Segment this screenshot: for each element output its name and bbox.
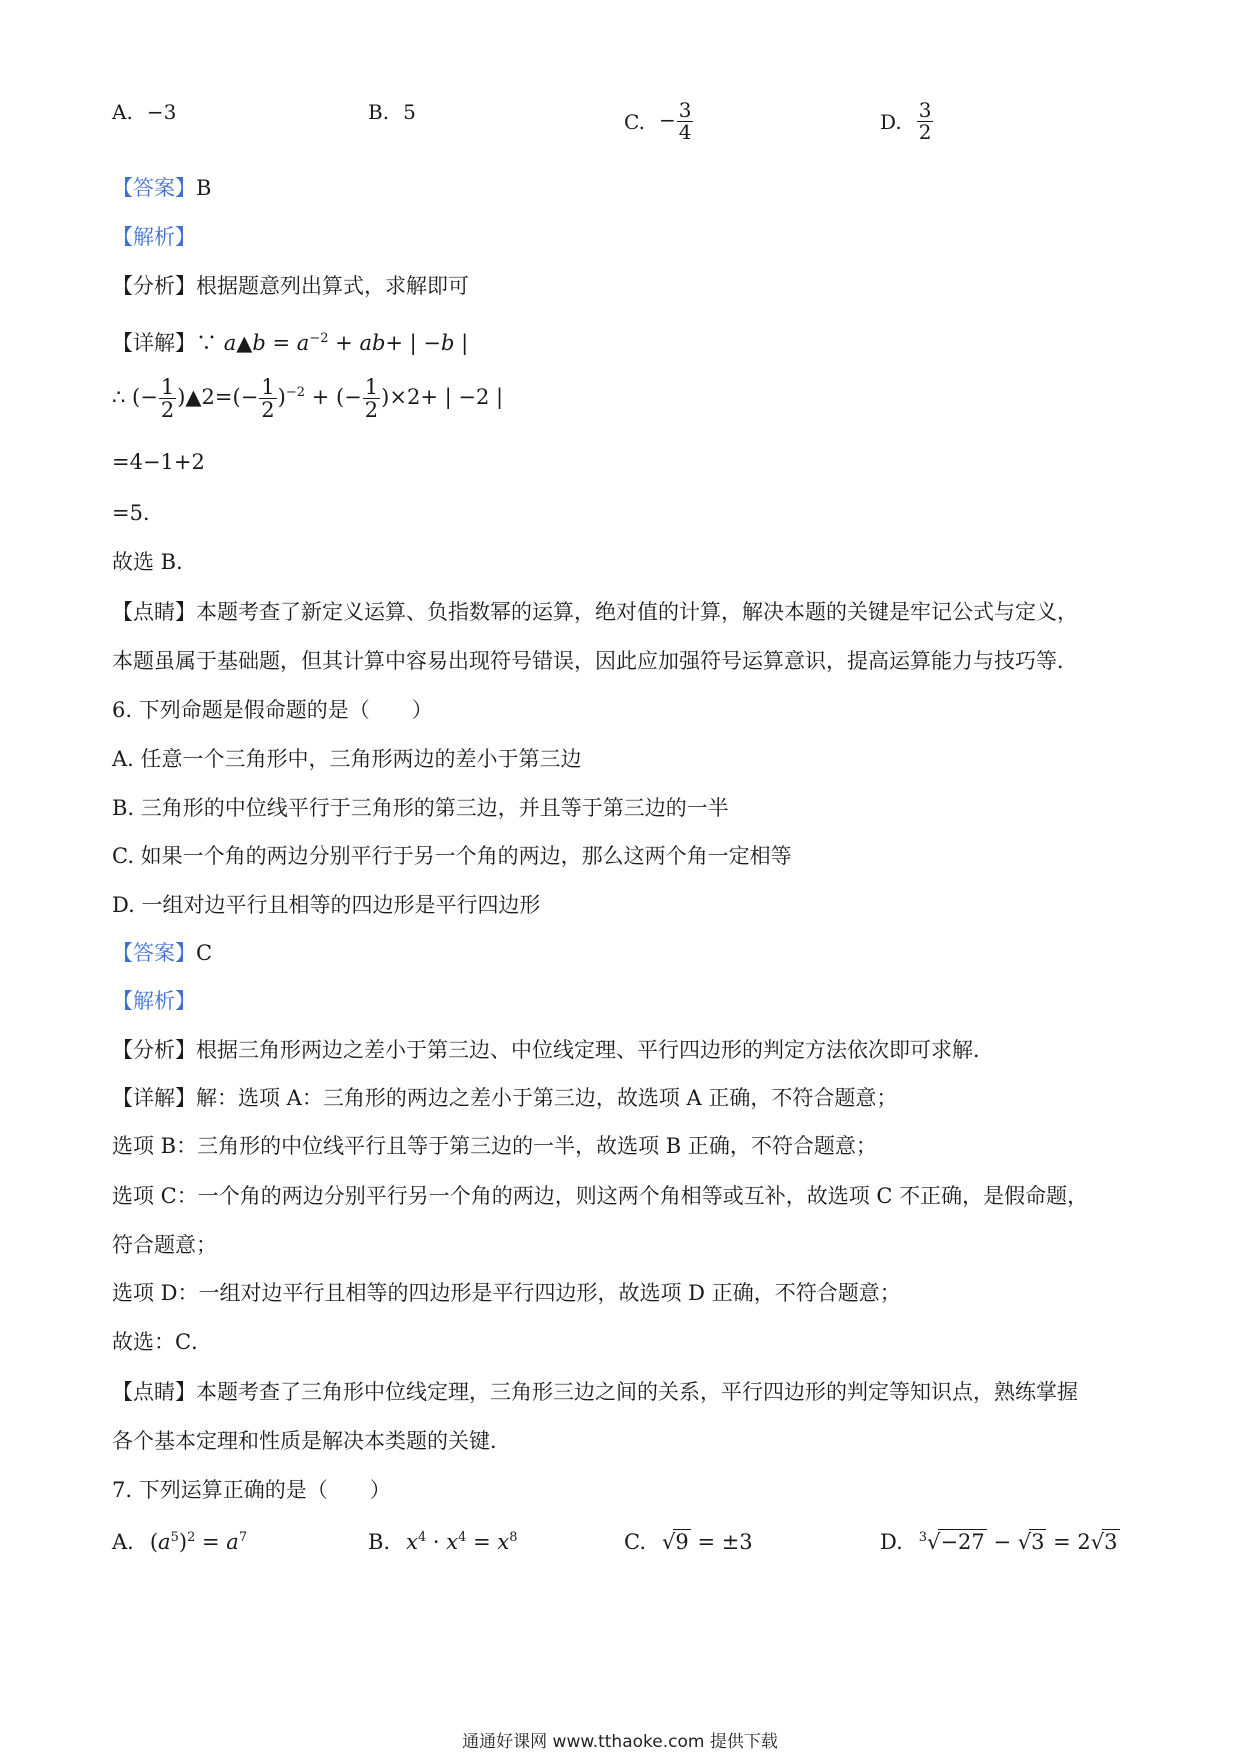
q6-fenxi-line [112,1034,994,1064]
answer-tag: 【答案】 [112,176,196,200]
q5-calc-line-1 [112,376,503,421]
q5-dianjing-1 [112,596,1078,626]
q5-fenxi-line [112,270,469,300]
fenxi-text: 根据三角形两边之差小于第三边、中位线定理、平行四边形的判定方法依次即可求解． [196,1038,994,1062]
q6-detail-b: 选项 B：三角形的中位线平行且等于第三边的一半，故选项 B 正确，不符合题意； [112,1134,877,1158]
q5-option-d [880,100,934,143]
numerator: 3 [918,98,932,122]
option-letter: B. [368,100,390,124]
q6-xiangjie-line [112,1082,897,1112]
option-letter: A. [112,1530,134,1554]
answer-value: C [196,941,213,965]
q5-jiexi-tag: 【解析】 [112,225,196,249]
option-letter: D. [880,1530,903,1554]
q5-xiangjie-line [112,327,468,357]
option-letter: C. [624,109,645,134]
q5-option-a [112,100,176,124]
q5-option-b [368,100,416,124]
q5-conclusion: 故选 B． [112,550,198,574]
q6-option-b: B. 三角形的中位线平行于三角形的第三边，并且等于第三边的一半 [112,796,729,820]
xiangjie-tag: 【详解】 [112,331,196,355]
option-value: −3 [146,100,177,124]
xiangjie-text: 解：选项 A：三角形的两边之差小于第三边，故选项 A 正确，不符合题意； [196,1086,898,1110]
q5-calc-line-2: =4−1+2 [112,450,205,474]
dianjing-text: 本题考查了新定义运算、负指数幂的运算，绝对值的计算，解决本题的关键是牢记公式与定义， [196,600,1078,624]
q6-detail-d: 选项 D：一组对边平行且相等的四边形是平行四边形，故选项 D 正确，不符合题意； [112,1281,901,1305]
dianjing-tag: 【点睛】 [112,1380,196,1404]
answer-tag: 【答案】 [112,941,196,965]
numerator: 3 [678,98,692,122]
q5-option-c [624,100,694,143]
footer-source: 通通好课网 www.tthaoke.com 提供下载 [462,1732,778,1752]
option-value [659,100,695,143]
q6-option-c: C. 如果一个角的两边分别平行于另一个角的两边，那么这两个角一定相等 [112,844,792,868]
definition-formula: ∵ a▲b = $a^{-2} + ab+$ | −b | [196,331,469,355]
q5-answer-line [112,172,211,202]
calc-formula: ∴ (− $\frac{1}{2}$ )▲2=(− $\frac{1}{2}$ )$^{-2}$ + (− $\frac{1}{2}$ )×2+ | −2 | [112,375,504,423]
q7-option-c [624,1530,753,1554]
q6-detail-c-1: 选项 C：一个角的两边分别平行另一个角的两边，则这两个角相等或互补，故选项 C 不正确，是假命题， [112,1184,1089,1208]
q6-answer-line [112,937,212,967]
q7-option-b [368,1530,517,1554]
q6-detail-c-2: 符合题意； [112,1233,217,1257]
q6-dianjing-1 [112,1376,1078,1406]
dianjing-tag: 【点睛】 [112,600,196,624]
option-formula: $^3$√−27 − √3 = 2√3 [918,1530,1118,1554]
q7-option-a [112,1530,247,1554]
option-formula: $(a^5)^2 = a^7$ [149,1530,248,1554]
q6-jiexi-tag: 【解析】 [112,989,196,1013]
denominator: 4 [678,120,692,144]
fenxi-text: 根据题意列出算式，求解即可 [196,274,469,298]
option-letter: C. [624,1530,646,1554]
q6-option-a: A. 任意一个三角形中，三角形两边的差小于第三边 [112,747,582,771]
denominator: 2 [918,120,932,144]
option-letter: B. [368,1530,391,1554]
fraction [917,100,934,143]
q6-option-d: D. 一组对边平行且相等的四边形是平行四边形 [112,893,541,917]
fraction [677,100,694,143]
q7-option-d [880,1530,1120,1554]
fenxi-tag: 【分析】 [112,1038,196,1062]
option-letter: A. [112,100,133,124]
option-formula: √9 = ±3 [662,1530,753,1554]
q6-conclusion: 故选：C． [112,1330,213,1354]
fenxi-tag: 【分析】 [112,274,196,298]
q5-calc-line-3: =5． [112,501,164,525]
minus-sign: − [658,108,676,132]
answer-value: B [196,176,212,200]
option-letter: D. [880,109,902,134]
q6-stem: 6. 下列命题是假命题的是（ ） [112,698,433,722]
option-value: 5 [403,100,416,124]
option-formula: $x^4 \cdot x^4 = x^8$ [406,1530,518,1554]
q7-stem: 7. 下列运算正确的是（ ） [112,1478,391,1502]
q6-dianjing-2: 各个基本定理和性质是解决本类题的关键． [112,1429,511,1453]
dianjing-text: 本题考查了三角形中位线定理，三角形三边之间的关系，平行四边形的判定等知识点，熟练掌握 [196,1380,1078,1404]
xiangjie-tag: 【详解】 [112,1086,196,1110]
q5-dianjing-2: 本题虽属于基础题，但其计算中容易出现符号错误，因此应加强符号运算意识，提高运算能力与技巧等． [112,649,1078,673]
